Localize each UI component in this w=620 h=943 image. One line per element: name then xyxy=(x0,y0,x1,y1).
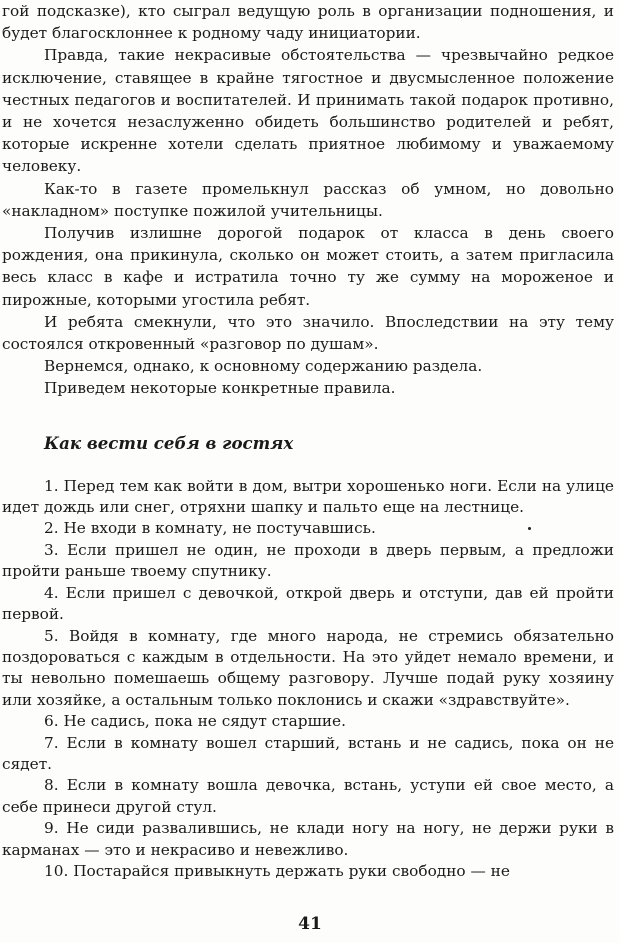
paragraph: Вернемся, однако, к основному содержанию раздела. xyxy=(44,357,483,376)
rules-list xyxy=(2,476,614,883)
paragraph: Получив излишне дорогой подарок от класса в день своего рождения, она прикинула, сколько он может стоить, а затем пригласила весь класс в кафе и истратила точно ту же сумму на мороженое и пирожные, которыми угостила ребят. xyxy=(2,224,614,309)
rule-item: 4. Если пришел с девочкой, открой дверь и отступи, дав ей пройти первой. xyxy=(2,583,614,624)
rule-item: 6. Не садись, пока не сядут старшие. xyxy=(44,712,346,731)
rule-item: 2. Не входи в комнату, не постучавшись. xyxy=(44,519,376,538)
rule-item: 5. Войдя в комнату, где много народа, не стремись обязательно поздороваться с каждым в отдельности. На это уйдет немало времени, и ты невольно помешаешь общему разговору. Лучше подай руку хозяину или хозяйке, а остальным только поклонись и скажи «здравствуйте». xyxy=(2,626,614,709)
rule-item: 9. Не сиди развалившись, не клади ногу на ногу, не держи руки в карманах — это и некрасиво и невежливо. xyxy=(2,819,614,859)
paragraph: И ребята смекнули, что это значило. Впоследствии на эту тему состоялся откровенный «разговор по душам». xyxy=(2,312,614,354)
paragraph: Правда, такие некрасивые обстоятельства — чрезвычайно редкое исключение, ставящее в крайне тягостное и двусмысленное положение честных педагогов и воспитателей. И принимать такой подарок противно, и не хочется незаслуженно обидеть большинство родителей и ребят, которые искренне хотели сделать приятное любимому и уважаемому человеку. xyxy=(2,46,614,176)
print-speck xyxy=(528,527,531,530)
text-column xyxy=(2,0,614,882)
paragraph: Как-то в газете промелькнул рассказ об умном, но довольно «накладном» поступке пожилой учительницы. xyxy=(2,179,614,220)
rule-item: 8. Если в комнату вошла девочка, встань, уступи ей свое место, а себе принеси другой стул. xyxy=(2,776,614,816)
rule-item: 3. Если пришел не один, не проходи в дверь первым, а предложи пройти раньше твоему спутнику. xyxy=(2,540,614,581)
section-heading: Как вести себя в гостях xyxy=(44,432,294,453)
rule-item: 7. Если в комнату вошел старший, встань и не садись, пока он не сядет. xyxy=(2,733,614,773)
rule-item: 1. Перед тем как войти в дом, вытри хорошенько ноги. Если на улице идет дождь или снег, отряхни шапку и пальто еще на лестнице. xyxy=(2,476,614,517)
intro-section xyxy=(2,0,614,400)
paragraph: Приведем некоторые конкретные правила. xyxy=(44,379,396,398)
page-number: 41 xyxy=(298,914,322,934)
rule-item: 10. Постарайся привыкнуть держать руки свободно — не xyxy=(44,861,510,880)
paragraph-continuation: гой подсказке), кто сыграл ведущую роль в организации подношения, и будет благосклоннее к родному чаду инициатории. xyxy=(2,2,614,43)
